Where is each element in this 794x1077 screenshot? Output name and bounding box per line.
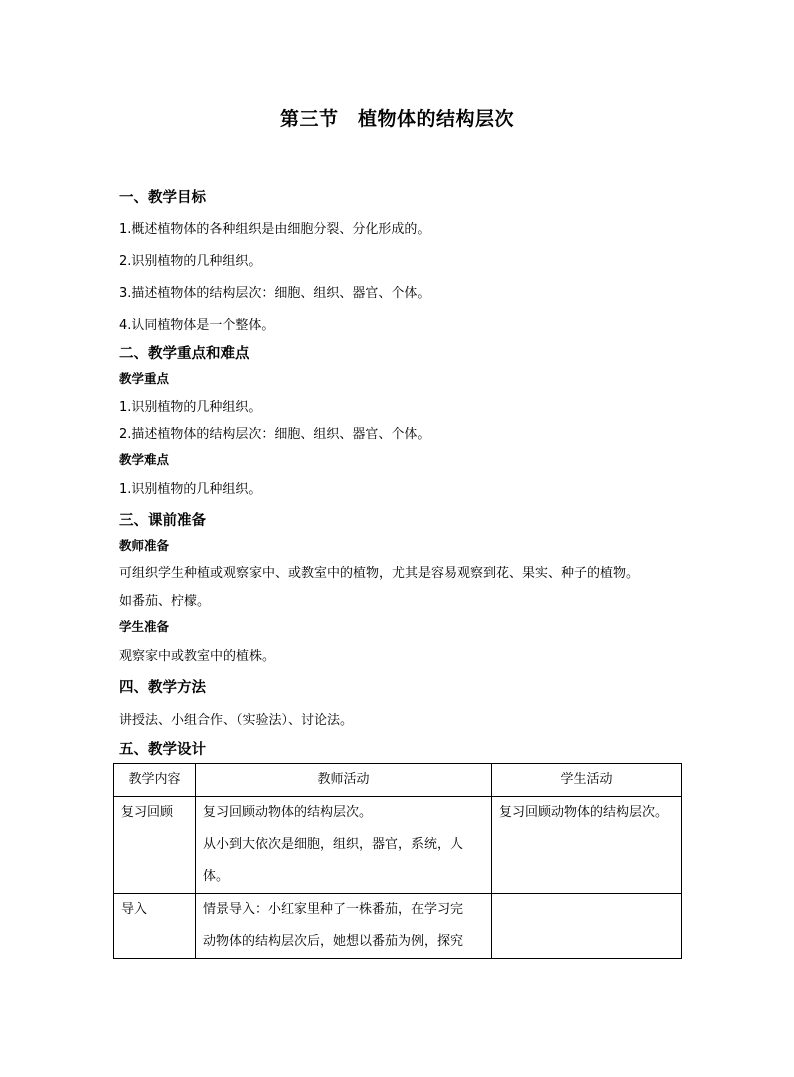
table-cell-content: 复习回顾: [114, 797, 196, 894]
design-table: [113, 763, 682, 959]
table-cell-teacher: [196, 894, 492, 959]
difficulty-label: 教学难点: [119, 452, 170, 467]
student-prep-label: 学生准备: [119, 619, 170, 634]
table-row: [114, 797, 682, 894]
column-header: 学生活动: [492, 764, 682, 797]
teacher-prep-text-cont: 如番茄、柠檬。: [119, 594, 211, 609]
student-prep-text: 观察家中或教室中的植株。: [119, 649, 276, 664]
difficulty-item: 1.识别植物的几种组织。: [119, 482, 262, 497]
objective-item: 1.概述植物体的各种组织是由细胞分裂、分化形成的。: [119, 222, 431, 237]
table-cell-student: 复习回顾动物体的结构层次。: [492, 797, 682, 894]
page-title: 第三节 植物体的结构层次: [279, 108, 514, 130]
teacher-activity-line: 体。: [203, 869, 230, 884]
table-row: [114, 894, 682, 959]
table-header-row: [114, 764, 682, 797]
teacher-activity-line: 动物体的结构层次后，她想以番茄为例，探究: [203, 934, 464, 949]
table-cell-content: 导入: [114, 894, 196, 959]
teacher-prep-label: 教师准备: [119, 538, 170, 553]
teacher-prep-text: 可组织学生种植或观察家中、或教室中的植物，尤其是容易观察到花、果实、种子的植物。: [119, 566, 640, 581]
objective-item: 2.识别植物的几种组织。: [119, 254, 262, 269]
objective-item: 3.描述植物体的结构层次：细胞、组织、器官、个体。: [119, 286, 431, 301]
teacher-activity-line: 复习回顾动物体的结构层次。: [203, 805, 373, 820]
teacher-activity-line: 情景导入：小红家里种了一株番茄，在学习完: [203, 902, 464, 917]
table-cell-student: [492, 894, 682, 959]
section-heading-methods: 四、教学方法: [119, 680, 206, 696]
focus-item: 1.识别植物的几种组织。: [119, 400, 262, 415]
table-cell-teacher: [196, 797, 492, 894]
section-heading-preparation: 三、课前准备: [119, 513, 206, 529]
focus-item: 2.描述植物体的结构层次：细胞、组织、器官、个体。: [119, 427, 431, 442]
section-heading-design: 五、教学设计: [119, 742, 206, 758]
column-header: 教学内容: [114, 764, 196, 797]
objective-item: 4.认同植物体是一个整体。: [119, 318, 275, 333]
section-heading-key-points: 二、教学重点和难点: [119, 346, 250, 362]
teacher-activity-line: 从小到大依次是细胞，组织，器官，系统，人: [203, 837, 464, 852]
focus-label: 教学重点: [119, 371, 170, 386]
section-heading-objectives: 一、教学目标: [119, 190, 206, 206]
methods-text: 讲授法、小组合作、（实验法）、讨论法。: [119, 713, 354, 728]
column-header: 教师活动: [196, 764, 492, 797]
